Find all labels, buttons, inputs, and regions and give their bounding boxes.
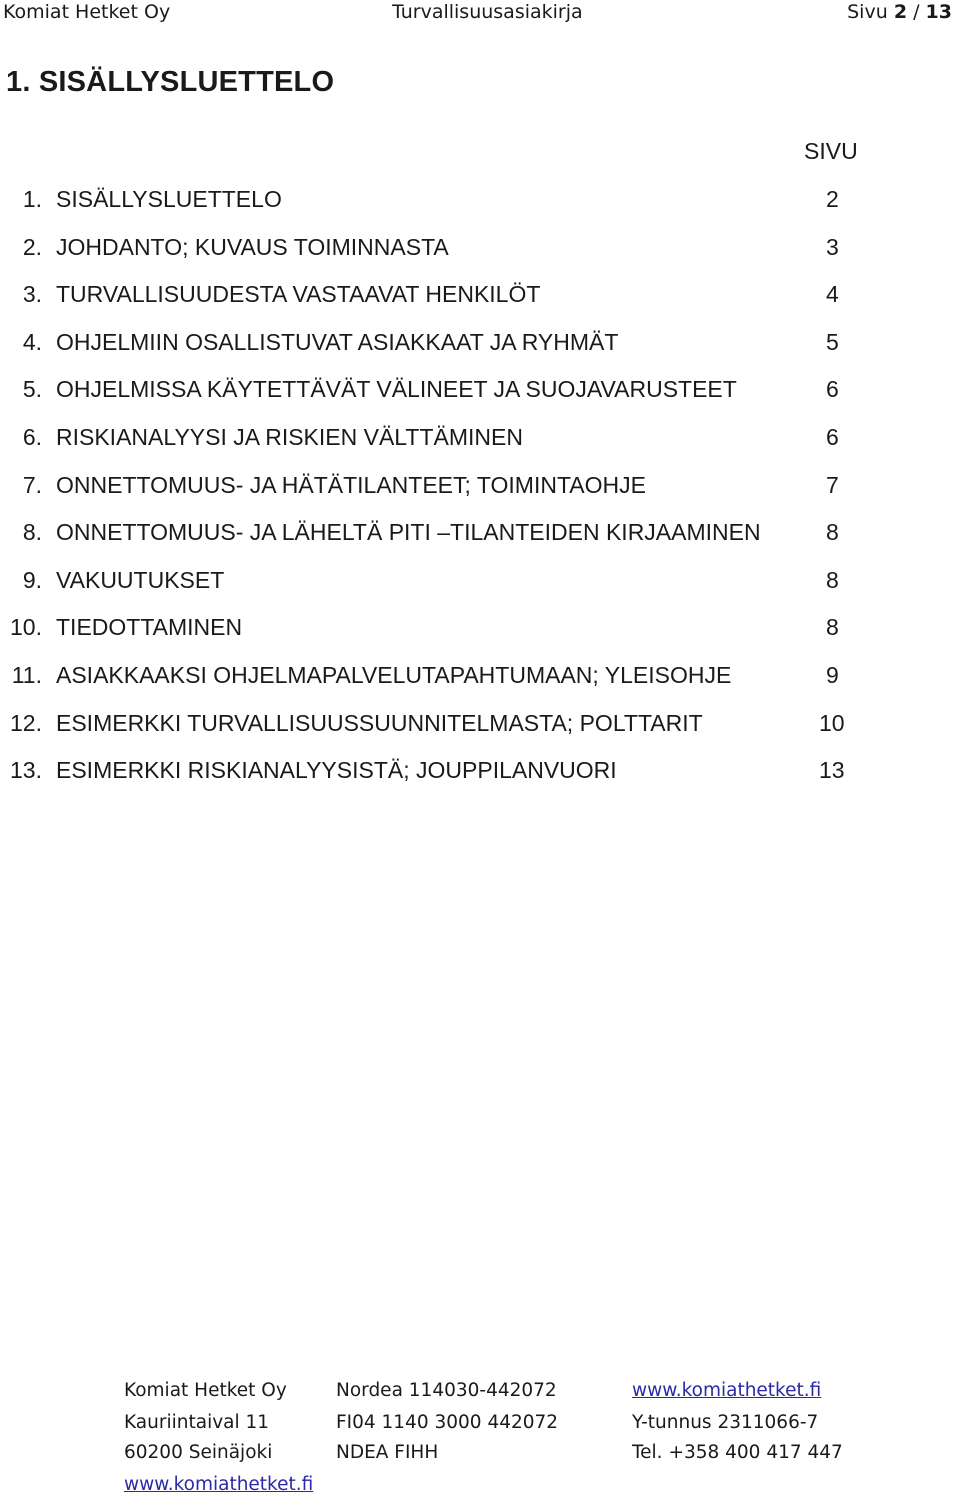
toc-number: 2. [22, 233, 42, 260]
toc-page: 4 [826, 281, 839, 308]
toc-number: 12. [10, 709, 42, 736]
toc-entry[interactable] [0, 517, 960, 565]
toc-entry[interactable] [0, 708, 960, 756]
footer-website-link[interactable]: www.komiathetket.fi [124, 1474, 314, 1495]
page-total: 13 [925, 1, 952, 23]
toc-label: ASIAKKAAKSI OHJELMAPALVELUTAPAHTUMAAN; YLEISOHJE [56, 661, 732, 688]
toc-label: TURVALLISUUDESTA VASTAAVAT HENKILÖT [56, 281, 541, 308]
footer-business-id: Y-tunnus 2311066-7 [632, 1412, 819, 1433]
toc-label: ESIMERKKI RISKIANALYYSISTÄ; JOUPPILANVUORI [56, 757, 617, 784]
table-of-contents [0, 184, 960, 803]
toc-label: OHJELMIIN OSALLISTUVAT ASIAKKAAT JA RYHMÄT [56, 328, 619, 355]
toc-number: 7. [22, 471, 42, 498]
toc-number: 6. [22, 423, 42, 450]
toc-entry[interactable] [0, 279, 960, 327]
footer-iban: FI04 1140 3000 442072 [336, 1412, 559, 1433]
footer-website-link[interactable]: www.komiathetket.fi [632, 1380, 822, 1401]
toc-page: 10 [819, 709, 845, 736]
toc-label: ONNETTOMUUS- JA LÄHELTÄ PITI –TILANTEIDEN KIRJAAMINEN [56, 519, 761, 546]
page-column-label: SIVU [804, 138, 858, 164]
toc-number: 10. [10, 614, 42, 641]
toc-label: VAKUUTUKSET [56, 566, 225, 593]
toc-number: 8. [22, 519, 42, 546]
toc-entry[interactable] [0, 660, 960, 708]
page-prefix: Sivu [847, 1, 888, 23]
toc-page: 6 [826, 376, 839, 403]
toc-page: 8 [826, 614, 839, 641]
toc-page: 8 [826, 519, 839, 546]
toc-label: ONNETTOMUUS- JA HÄTÄTILANTEET; TOIMINTAOHJE [56, 471, 646, 498]
toc-entry[interactable] [0, 374, 960, 422]
header-company: Komiat Hetket Oy [3, 1, 171, 23]
toc-number: 11. [11, 661, 42, 688]
toc-page: 8 [826, 566, 839, 593]
toc-page: 7 [826, 471, 839, 498]
toc-label: OHJELMISSA KÄYTETTÄVÄT VÄLINEET JA SUOJAVARUSTEET [56, 376, 737, 403]
toc-entry[interactable] [0, 184, 960, 232]
toc-entry[interactable] [0, 422, 960, 470]
toc-page: 13 [819, 757, 845, 784]
toc-entry[interactable] [0, 755, 960, 803]
toc-number: 4. [22, 328, 42, 355]
footer-bic: NDEA FIHH [336, 1442, 439, 1463]
page-current: 2 [893, 1, 908, 23]
toc-number: 5. [22, 376, 42, 403]
toc-number: 3. [22, 281, 42, 308]
toc-entry[interactable] [0, 327, 960, 375]
toc-entry[interactable] [0, 470, 960, 518]
toc-page: 3 [826, 233, 839, 260]
toc-page: 9 [826, 661, 839, 688]
toc-label: SISÄLLYSLUETTELO [56, 186, 282, 212]
toc-label: ESIMERKKI TURVALLISUUSSUUNNITELMASTA; POLTTARIT [56, 709, 703, 736]
footer-bank: Nordea 114030-442072 [336, 1380, 557, 1401]
page-separator: / [913, 1, 920, 23]
footer-city: 60200 Seinäjoki [124, 1442, 273, 1463]
footer-company: Komiat Hetket Oy [124, 1380, 287, 1401]
toc-entry[interactable] [0, 232, 960, 280]
toc-number: 1. [22, 186, 42, 212]
toc-number: 13. [10, 757, 42, 784]
toc-page: 2 [826, 186, 839, 212]
page-title: 1. SISÄLLYSLUETTELO [6, 66, 335, 98]
toc-page: 6 [826, 423, 839, 450]
toc-label: RISKIANALYYSI JA RISKIEN VÄLTTÄMINEN [56, 423, 523, 450]
page-header [0, 0, 960, 26]
footer-street: Kauriintaival 11 [124, 1412, 270, 1433]
toc-number: 9. [22, 566, 42, 593]
header-page-number [847, 1, 952, 23]
toc-entry[interactable] [0, 612, 960, 660]
footer-phone: Tel. +358 400 417 447 [632, 1442, 843, 1463]
header-document-title: Turvallisuusasiakirja [392, 1, 583, 23]
toc-label: JOHDANTO; KUVAUS TOIMINNASTA [56, 233, 449, 260]
toc-label: TIEDOTTAMINEN [56, 614, 243, 641]
toc-page: 5 [826, 328, 839, 355]
toc-entry[interactable] [0, 565, 960, 613]
